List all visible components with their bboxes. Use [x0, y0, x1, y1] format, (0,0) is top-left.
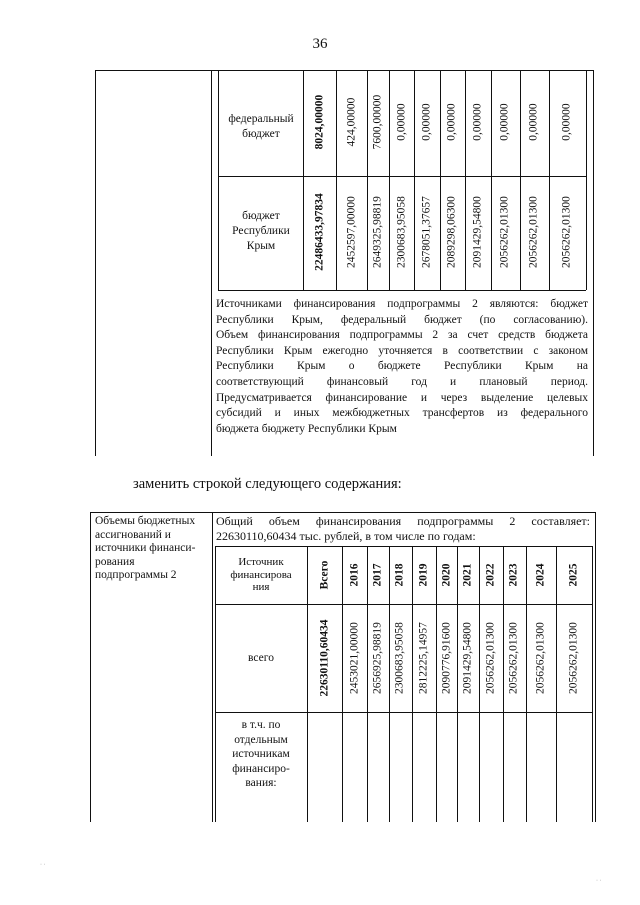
header-year: 2017	[371, 563, 384, 587]
all-value: 2056262,01300	[507, 622, 520, 694]
paragraph-line: Источниками финансирования подпрограммы 2 являются: бюджет	[216, 298, 588, 310]
sources-line: вания:	[245, 777, 277, 789]
federal-value: 0,00000	[527, 103, 540, 141]
header-year: 2018	[393, 563, 406, 587]
total-line-2: 22630110,60434 тыс. рублей, в том числе по годам:	[216, 528, 476, 543]
grid-line	[342, 546, 343, 822]
top-table-border-right	[593, 70, 594, 456]
grid-line	[336, 70, 337, 290]
grid-line	[218, 290, 586, 291]
federal-value: 424,00000	[345, 97, 358, 147]
republic-value: 2678051,37657	[420, 196, 433, 268]
replace-instruction: заменить строкой следующего содержания:	[133, 476, 402, 492]
grid-line	[520, 70, 521, 290]
total-financing-text	[216, 514, 590, 543]
header-source-line: финансирова	[230, 568, 292, 581]
federal-value: 0,00000	[395, 103, 408, 141]
scan-speck: · ·	[40, 862, 46, 868]
federal-value: 0,00000	[420, 103, 433, 141]
grid-line	[457, 546, 458, 822]
left-label-line: ассигнований и	[95, 528, 171, 541]
left-label-line: рования	[95, 555, 135, 568]
republic-value: 2649325,98819	[371, 196, 384, 268]
paragraph-line: Республики Крым ежегодно уточняется в соответствии с законом	[216, 344, 588, 357]
paragraph-line: соответствующий финансовый год и плановый период.	[216, 375, 588, 388]
grid-line	[549, 70, 550, 290]
grid-line	[215, 546, 592, 547]
page-number: 36	[312, 36, 328, 52]
grid-line	[556, 546, 557, 822]
all-value: 2056262,01300	[534, 622, 547, 694]
sources-line: финансиро-	[232, 762, 290, 775]
top-table-divider	[211, 70, 212, 456]
grid-line	[412, 546, 413, 822]
row-label-republic: бюджет Республики Крым	[232, 210, 290, 252]
grid-line	[586, 70, 587, 290]
grid-line	[367, 546, 368, 822]
grid-line	[218, 70, 586, 71]
left-label-line: подпрограммы 2	[95, 569, 177, 581]
all-value: 2453021,00000	[348, 622, 361, 694]
grid-line	[526, 546, 527, 822]
row-label-all: всего	[248, 652, 274, 664]
republic-value: 2300683,95058	[395, 196, 408, 268]
grid-line	[303, 70, 304, 290]
left-label	[95, 515, 211, 583]
federal-total: 8024,00000	[313, 94, 326, 150]
grid-line	[218, 70, 219, 290]
grid-line	[389, 70, 390, 290]
paragraph-line: Республики Крым, федеральный бюджет (по согласованию).	[216, 313, 588, 326]
header-year: 2021	[461, 563, 474, 587]
all-value: 2091429,54800	[461, 622, 474, 694]
grid-line	[440, 70, 441, 290]
grid-line	[491, 70, 492, 290]
sources-line: отдельным	[234, 733, 288, 746]
header-year: 2023	[507, 563, 520, 587]
all-value: 2056262,01300	[484, 622, 497, 694]
bottom-table-border-left	[90, 512, 91, 822]
header-year: 2024	[534, 563, 547, 587]
bottom-table-border-top	[90, 512, 596, 513]
bottom-table-divider	[212, 512, 213, 822]
grid-line	[414, 70, 415, 290]
grid-line	[436, 546, 437, 822]
bottom-table-border-right	[595, 512, 596, 822]
scan-speck: · ·	[596, 878, 602, 884]
grid-line	[592, 546, 593, 822]
sources-line: в т.ч. по	[241, 719, 281, 731]
header-source	[218, 556, 304, 594]
republic-value: 2089298,06300	[445, 196, 458, 268]
paragraph-line: Предусматривается финансирование и через выделение целевых	[216, 391, 588, 404]
header-year: 2020	[440, 563, 453, 587]
republic-value: 2056262,01300	[527, 196, 540, 268]
federal-value: 0,00000	[560, 103, 573, 141]
sources-line: источникам	[232, 748, 290, 760]
header-year: 2016	[348, 563, 361, 587]
republic-value: 2452597,00000	[345, 196, 358, 268]
grid-line	[215, 712, 592, 713]
left-label-line: источники финанси-	[95, 542, 196, 554]
grid-line	[215, 604, 592, 605]
header-year: 2025	[567, 563, 580, 587]
paragraph-line: Объем финансирования подпрограммы 2 за счет средств бюджета	[216, 329, 588, 342]
header-source-line: Источник	[238, 556, 284, 568]
grid-line	[218, 176, 586, 177]
row-label-sources	[218, 718, 304, 791]
federal-value: 0,00000	[445, 103, 458, 141]
all-value: 2300683,95058	[393, 622, 406, 694]
header-source-line: ния	[252, 581, 270, 593]
left-label-line: Объемы бюджетных	[95, 515, 196, 527]
paragraph-line: бюджета бюджету Республики Крым	[216, 422, 397, 435]
republic-value: 2091429,54800	[471, 196, 484, 268]
all-value: 2090776,91600	[440, 622, 453, 694]
funding-sources-paragraph	[216, 297, 588, 437]
all-value: 2812225,14957	[417, 622, 430, 694]
grid-line	[503, 546, 504, 822]
grid-line	[465, 70, 466, 290]
republic-value: 2056262,01300	[498, 196, 511, 268]
republic-value: 2056262,01300	[560, 196, 573, 268]
all-total: 22630110,60434	[318, 619, 331, 697]
federal-value: 0,00000	[498, 103, 511, 141]
all-value: 2656925,98819	[371, 622, 384, 694]
federal-value: 7600,00000	[371, 94, 384, 150]
grid-line	[367, 70, 368, 290]
total-line-1: Общий объем финансирования подпрограммы 2 составляет:	[216, 514, 590, 528]
row-label-federal: федеральный бюджет	[228, 113, 294, 140]
grid-line	[215, 546, 216, 822]
header-total: Всего	[318, 560, 331, 590]
top-table-border-left	[95, 70, 96, 456]
header-year: 2019	[417, 563, 430, 587]
grid-line	[479, 546, 480, 822]
grid-line	[389, 546, 390, 822]
header-year: 2022	[484, 563, 497, 587]
republic-total: 22486433,97834	[313, 193, 326, 271]
paragraph-line: Республики Крым о бюджете Республики Крым на	[216, 360, 588, 373]
federal-value: 0,00000	[471, 103, 484, 141]
grid-line	[307, 546, 308, 822]
paragraph-line: субсидий и иных межбюджетных трансфертов из федерального	[216, 407, 588, 420]
all-value: 2056262,01300	[567, 622, 580, 694]
